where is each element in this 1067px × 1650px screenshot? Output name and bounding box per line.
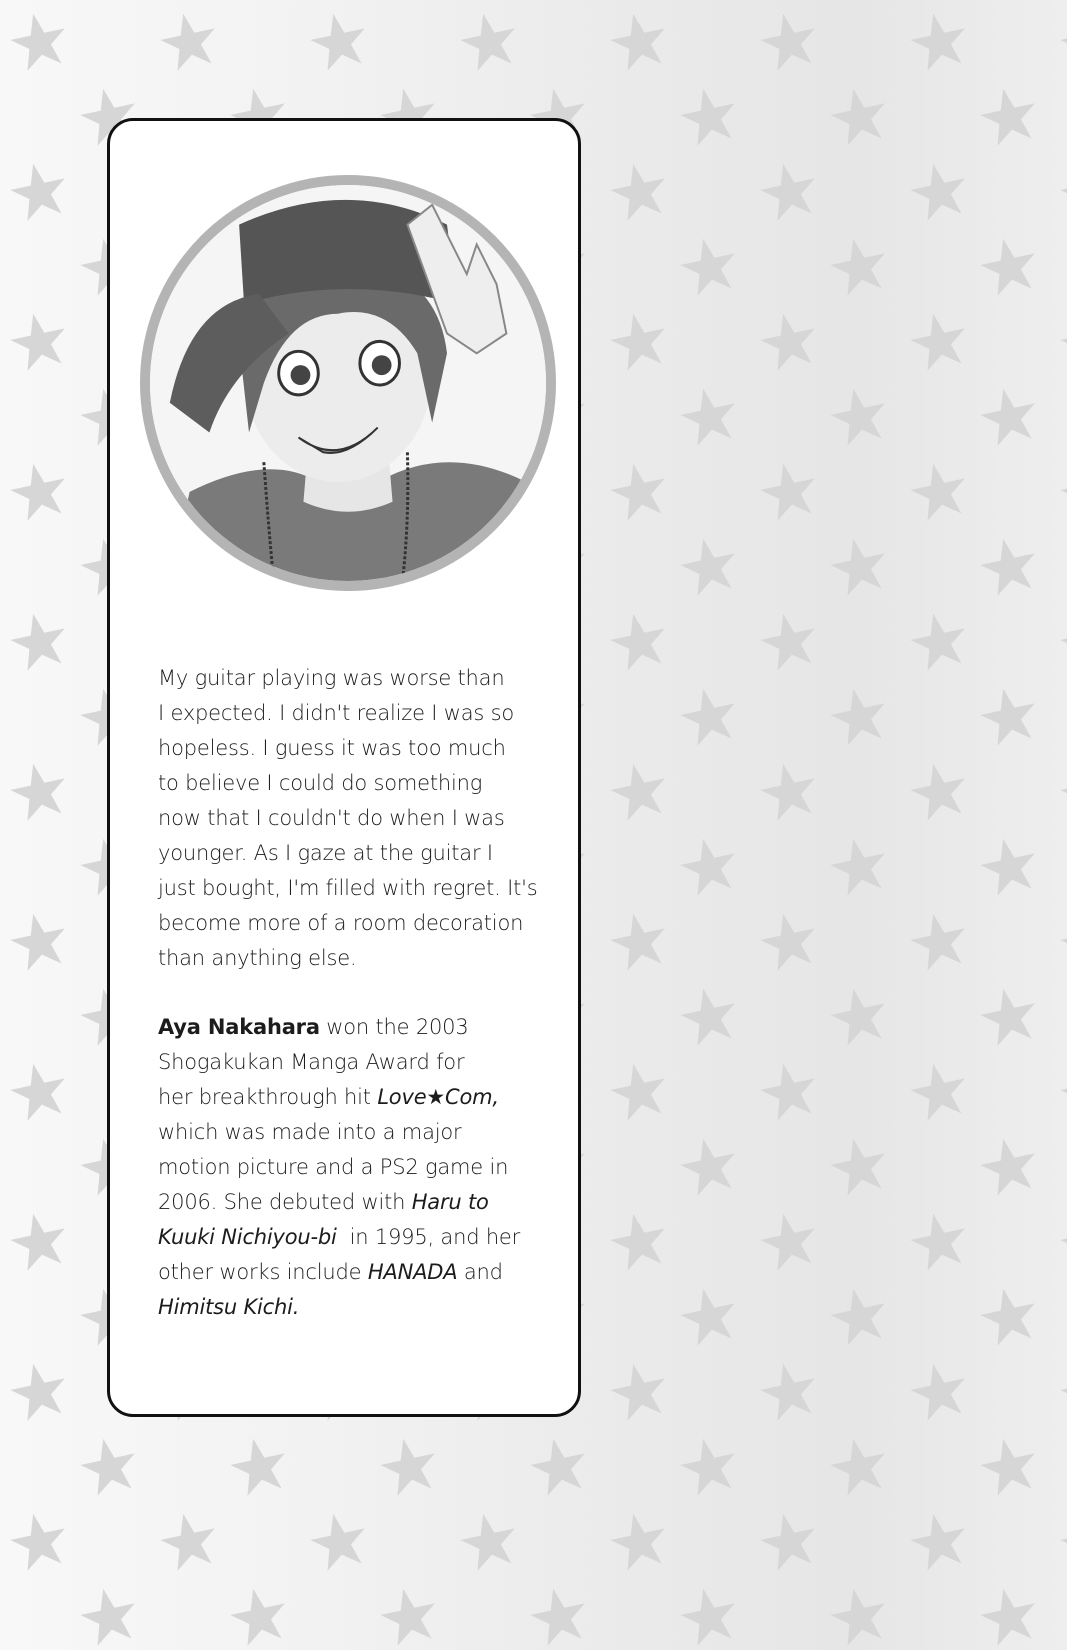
work-title: HANADA [367, 1260, 458, 1284]
star-icon [825, 232, 894, 301]
star-icon [975, 682, 1044, 751]
star-icon [605, 7, 674, 76]
star-icon [305, 7, 374, 76]
star-icon [825, 682, 894, 751]
star-icon [455, 1507, 524, 1576]
star-icon [975, 82, 1044, 151]
star-icon [1055, 1507, 1067, 1576]
bio-text: won the 2003 [319, 1015, 469, 1039]
bio-text: other works include [158, 1260, 368, 1284]
star-icon [225, 1432, 294, 1501]
star-icon [75, 1432, 144, 1501]
star-icon [675, 1582, 744, 1650]
star-icon [675, 832, 744, 901]
star-icon [155, 1507, 224, 1576]
star-icon [755, 1207, 824, 1276]
star-icon [755, 607, 824, 676]
bio-text: 2006. She debuted with [158, 1190, 412, 1214]
star-icon [5, 907, 74, 976]
work-title: Kuuki Nichiyou-bi [158, 1225, 337, 1249]
star-icon [525, 1432, 594, 1501]
star-icon [5, 607, 74, 676]
star-icon [605, 907, 674, 976]
comment-line: just bought, I'm filled with regret. It's [158, 876, 538, 900]
portrait-illustration [150, 185, 546, 581]
star-icon [5, 1357, 74, 1426]
star-icon [975, 532, 1044, 601]
star-icon [155, 7, 224, 76]
star-icon [755, 1357, 824, 1426]
work-title: Himitsu Kichi. [158, 1295, 300, 1319]
work-title: Love★Com, [377, 1085, 499, 1109]
comment-line: hopeless. I guess it was too much [158, 736, 506, 760]
star-icon [675, 1282, 744, 1351]
star-icon [905, 607, 974, 676]
author-portrait [140, 175, 556, 591]
comment-line: younger. As I gaze at the guitar I [158, 841, 493, 865]
star-icon [675, 982, 744, 1051]
star-icon [755, 757, 824, 826]
star-icon [5, 1057, 74, 1126]
star-icon [905, 307, 974, 376]
star-icon [525, 1582, 594, 1650]
star-icon [975, 1132, 1044, 1201]
star-icon [455, 7, 524, 76]
star-icon [605, 307, 674, 376]
star-icon [1055, 307, 1067, 376]
star-icon [825, 1282, 894, 1351]
star-icon [905, 157, 974, 226]
star-icon [675, 532, 744, 601]
star-icon [975, 382, 1044, 451]
star-icon [975, 1282, 1044, 1351]
star-icon [225, 1582, 294, 1650]
work-title: Haru to [411, 1190, 489, 1214]
star-icon [825, 382, 894, 451]
star-icon [675, 232, 744, 301]
bio-text: her breakthrough hit [158, 1085, 378, 1109]
star-icon [975, 832, 1044, 901]
star-icon [375, 1432, 444, 1501]
star-icon [1055, 1357, 1067, 1426]
star-icon [5, 457, 74, 526]
star-icon [1055, 757, 1067, 826]
bio-line [158, 1010, 538, 1045]
star-icon [755, 907, 824, 976]
star-icon [5, 157, 74, 226]
star-icon [755, 157, 824, 226]
star-icon [605, 757, 674, 826]
bio-line [158, 1185, 538, 1220]
comment-line: now that I couldn't do when I was [158, 806, 505, 830]
star-icon [605, 1207, 674, 1276]
star-icon [905, 1057, 974, 1126]
star-icon [975, 1432, 1044, 1501]
star-icon [905, 1207, 974, 1276]
bio-text: in 1995, and her [336, 1225, 521, 1249]
bio-line [158, 1080, 538, 1115]
star-icon [605, 157, 674, 226]
author-text [158, 661, 538, 1325]
star-icon [5, 7, 74, 76]
star-icon [975, 982, 1044, 1051]
bio-text: and [457, 1260, 503, 1284]
star-icon [605, 607, 674, 676]
star-icon [1055, 1207, 1067, 1276]
star-icon [975, 232, 1044, 301]
bio-line: motion picture and a PS2 game in [158, 1155, 509, 1179]
star-icon [825, 1132, 894, 1201]
star-icon [5, 757, 74, 826]
star-icon [755, 1507, 824, 1576]
star-icon [905, 907, 974, 976]
author-comment [158, 661, 538, 976]
star-icon [75, 1582, 144, 1650]
comment-line: to believe I could do something [158, 771, 483, 795]
star-icon [825, 982, 894, 1051]
star-icon [1055, 157, 1067, 226]
star-icon [675, 682, 744, 751]
star-icon [905, 457, 974, 526]
star-icon [1055, 907, 1067, 976]
star-icon [605, 1057, 674, 1126]
author-bio [158, 1010, 538, 1325]
star-icon [5, 307, 74, 376]
star-icon [5, 1507, 74, 1576]
bio-line: which was made into a major [158, 1120, 462, 1144]
star-icon [1055, 1057, 1067, 1126]
star-icon [905, 7, 974, 76]
author-name: Aya Nakahara [158, 1015, 320, 1039]
star-icon [825, 1432, 894, 1501]
star-icon [755, 307, 824, 376]
star-icon [605, 1507, 674, 1576]
star-icon [755, 7, 824, 76]
star-icon [675, 1432, 744, 1501]
star-icon [1055, 457, 1067, 526]
comment-line: become more of a room decoration [158, 911, 524, 935]
star-icon [825, 832, 894, 901]
comment-line: My guitar playing was worse than [158, 666, 505, 690]
star-icon [825, 1582, 894, 1650]
star-icon [755, 457, 824, 526]
bio-line [158, 1290, 538, 1325]
star-icon [825, 82, 894, 151]
star-icon [675, 1132, 744, 1201]
star-icon [605, 457, 674, 526]
star-icon [825, 532, 894, 601]
star-icon [905, 757, 974, 826]
star-icon [5, 1207, 74, 1276]
comment-line: I expected. I didn't realize I was so [158, 701, 514, 725]
star-icon [1055, 607, 1067, 676]
star-icon [605, 1357, 674, 1426]
comment-line: than anything else. [158, 946, 357, 970]
bio-line [158, 1220, 538, 1255]
star-icon [905, 1357, 974, 1426]
author-profile-card [107, 118, 581, 1417]
bio-line [158, 1255, 538, 1290]
star-icon [675, 82, 744, 151]
bio-line: Shogakukan Manga Award for [158, 1050, 465, 1074]
star-icon [755, 1057, 824, 1126]
star-icon [375, 1582, 444, 1650]
star-icon [975, 1582, 1044, 1650]
star-icon [675, 382, 744, 451]
star-icon [905, 1507, 974, 1576]
star-icon [305, 1507, 374, 1576]
star-icon [1055, 7, 1067, 76]
